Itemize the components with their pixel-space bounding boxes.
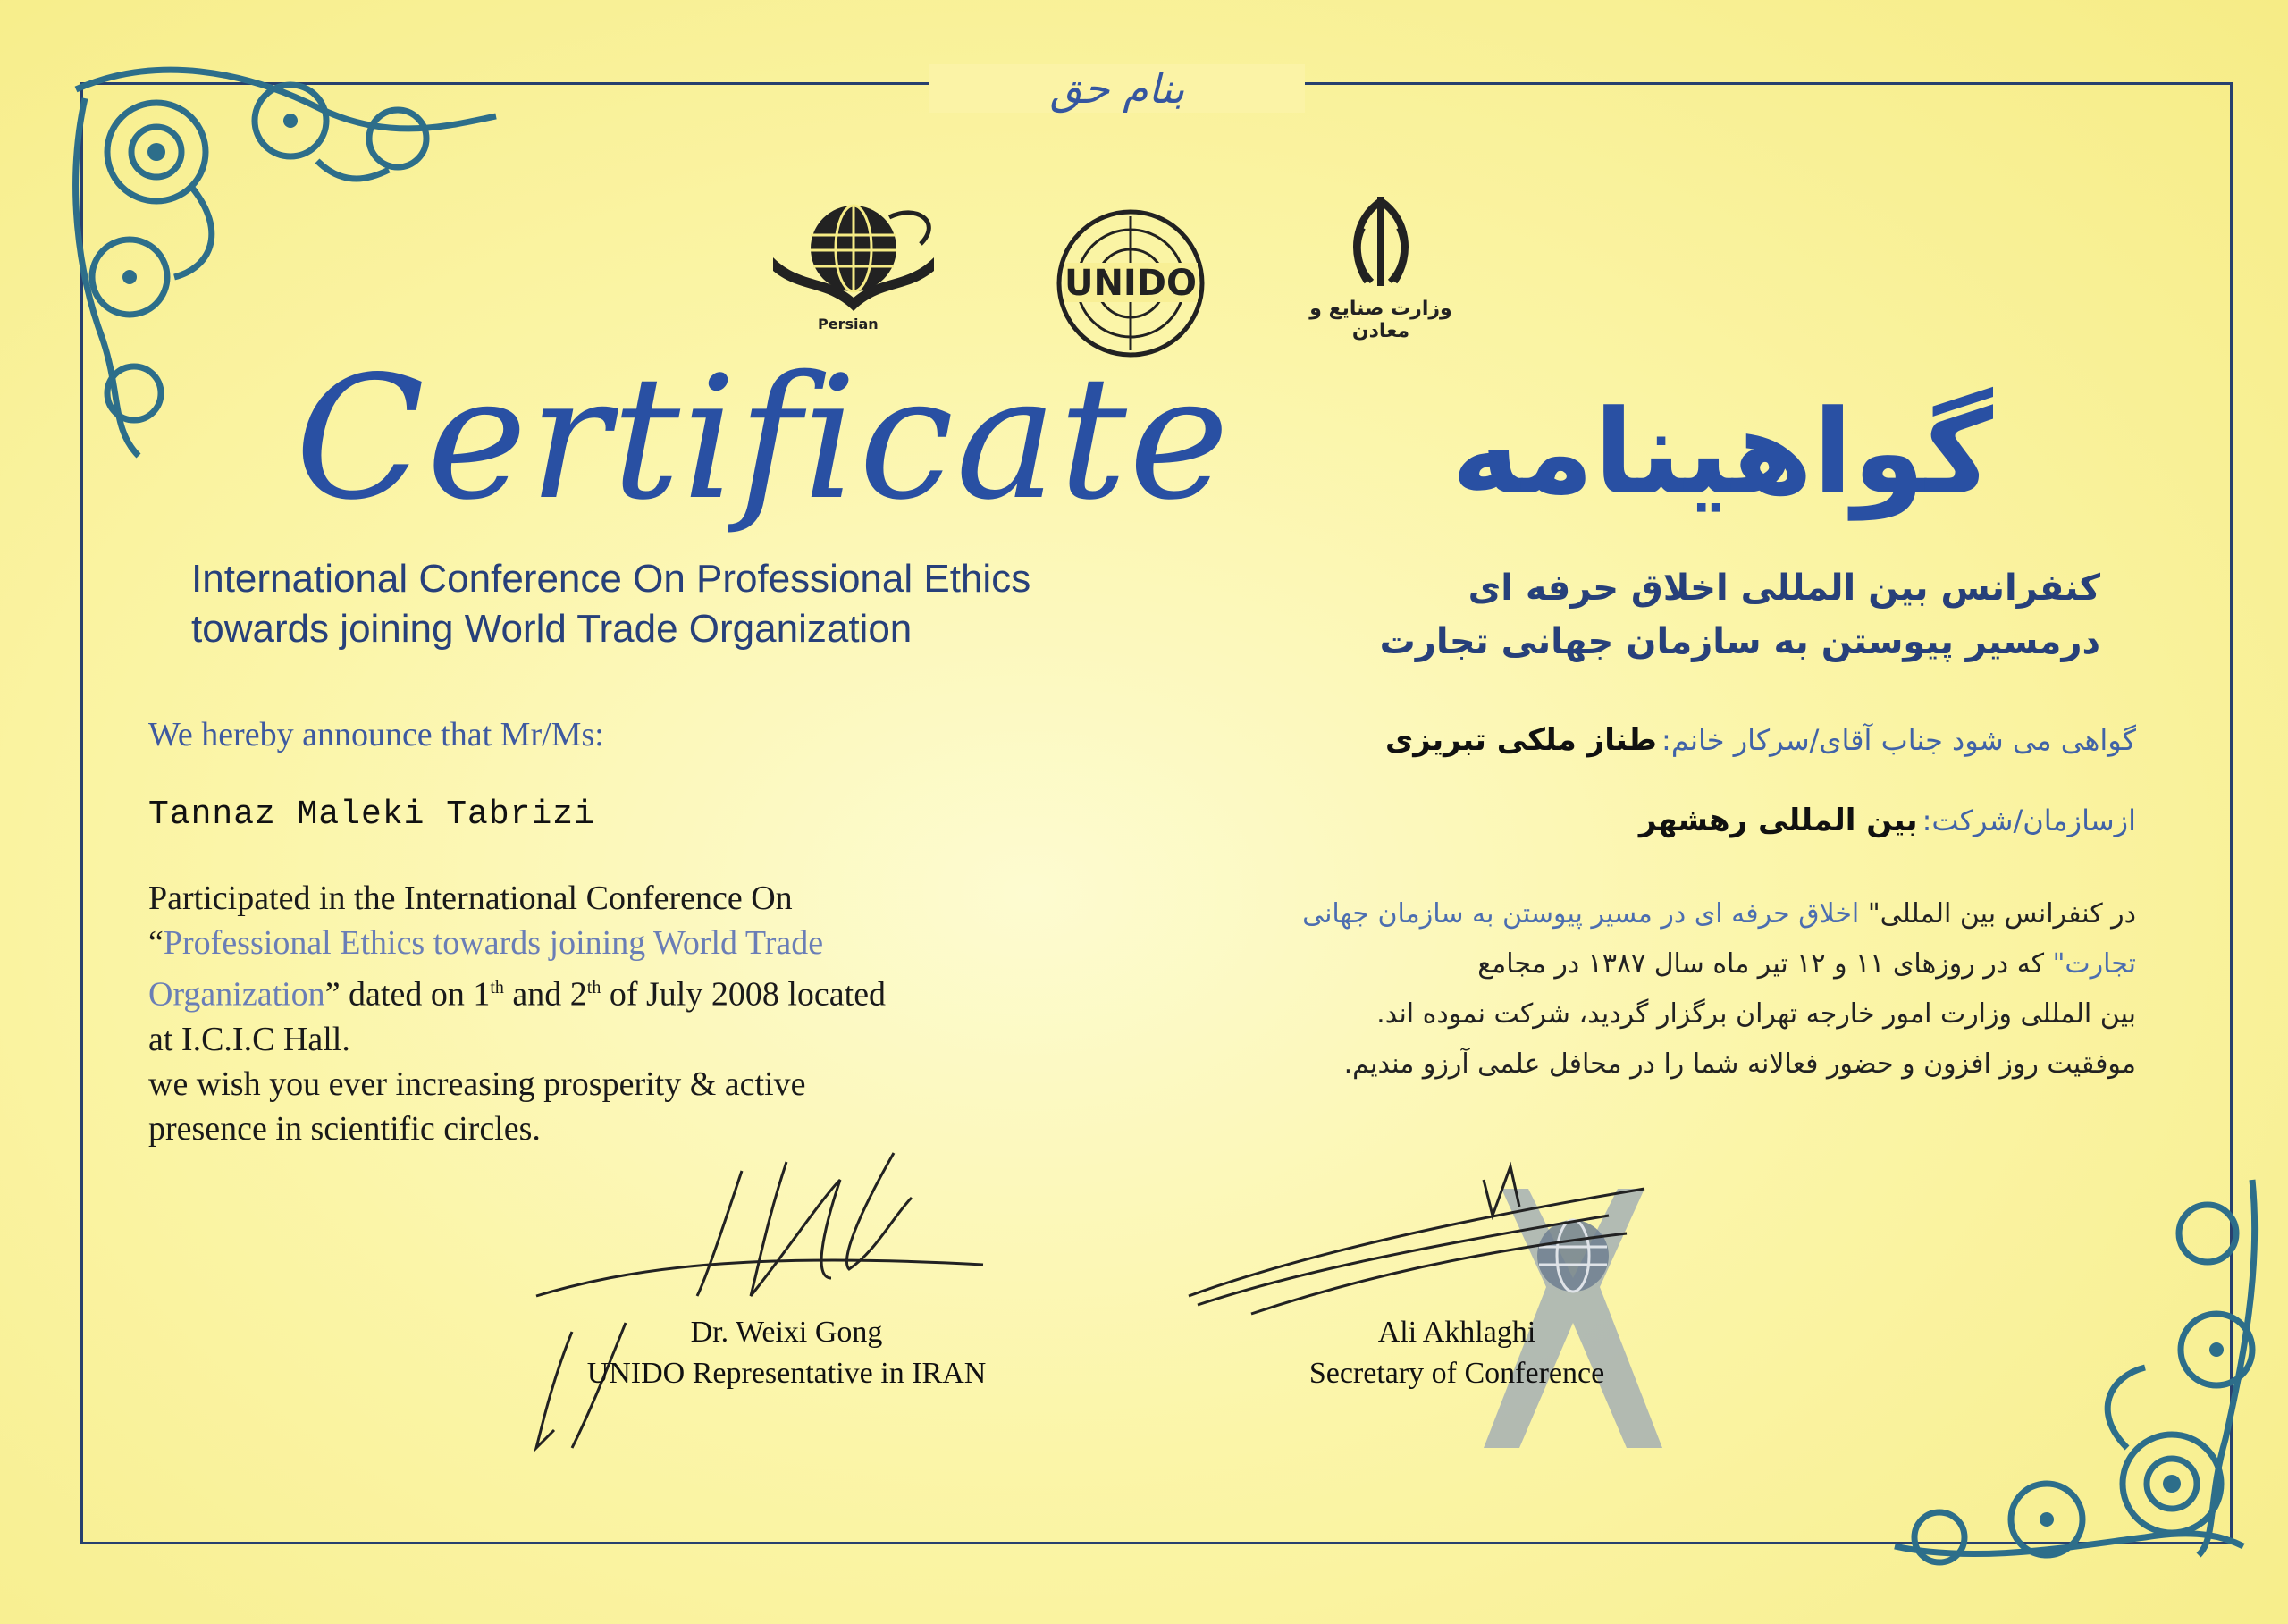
topic-part-1: Professional Ethics towards joining World Trade bbox=[163, 924, 824, 962]
persian-logo bbox=[764, 195, 943, 338]
iran-emblem-icon bbox=[1336, 192, 1426, 290]
sup-first: th bbox=[490, 978, 504, 997]
para-l2-b: که در روزهای ۱۱ و ۱۲ تیر ماه سال ۱۳۸۷ در مجامع bbox=[1477, 948, 2045, 980]
announcement-text: We hereby announce that Mr/Ms: bbox=[148, 716, 604, 753]
persian-org-label: ازسازمان/شرکت: bbox=[1922, 804, 2136, 837]
left-signatory-title: UNIDO Representative in IRAN bbox=[586, 1357, 987, 1390]
para-l2-a: تجارت" bbox=[2052, 948, 2136, 980]
persian-body-paragraph bbox=[1242, 889, 2136, 1090]
body-line-5: we wish you ever increasing prosperity & active bbox=[148, 1064, 806, 1103]
dated-prefix: ” dated on 1 bbox=[324, 975, 491, 1014]
body-line-4: at I.C.I.C Hall. bbox=[148, 1020, 350, 1058]
persian-para-line-3: بین المللی وزارت امور خارجه تهران برگزار گردید، شرکت نموده اند. bbox=[1376, 998, 2136, 1030]
conference-title-fa-line2: درمسیر پیوستن به سازمان جهانی تجارت bbox=[1379, 621, 2100, 662]
para-l1-b: اخلاق حرفه ای در مسیر پیوستن به سازمان جهانی bbox=[1302, 898, 1860, 930]
certificate-title-english: Certificate bbox=[295, 340, 1232, 537]
persian-para-line-4: موفقیت روز افزون و حضور فعالانه شما را در محافل علمی آرزو مندیم. bbox=[1343, 1048, 2136, 1080]
para-l1-a: در کنفرانس بین المللی" bbox=[1867, 898, 2136, 930]
persian-para-line-2 bbox=[1242, 939, 2136, 989]
unido-logo bbox=[1055, 207, 1207, 359]
invocation-text: بنام حق bbox=[930, 64, 1305, 113]
corner-ornament-bottom-right bbox=[1841, 1153, 2270, 1573]
dated-mid: and 2 bbox=[503, 975, 587, 1014]
persian-para-line-1 bbox=[1242, 889, 2136, 939]
open-quote: “ bbox=[148, 924, 164, 962]
right-signatory-name: Ali Akhlaghi bbox=[1377, 1316, 1536, 1349]
certificate-title-persian: گواهینامه bbox=[1451, 384, 1993, 520]
body-line-2 bbox=[148, 921, 953, 965]
dated-suffix: of July 2008 located bbox=[601, 975, 887, 1014]
english-body-text bbox=[148, 876, 953, 1151]
persian-recipient-line bbox=[1385, 722, 2136, 758]
right-signatory bbox=[1251, 1312, 1662, 1394]
conference-title-line2: towards joining World Trade Organization bbox=[191, 607, 913, 651]
body-line-3 bbox=[148, 965, 953, 1017]
conference-title-fa-line1: کنفرانس بین المللی اخلاق حرفه ای bbox=[1468, 568, 2100, 609]
persian-certify-label: گواهی می شود جناب آقای/سرکار خانم: bbox=[1661, 723, 2136, 757]
globe-book-icon bbox=[764, 195, 943, 320]
right-signatory-title: Secretary of Conference bbox=[1308, 1357, 1605, 1390]
body-line-6: presence in scientific circles. bbox=[148, 1109, 541, 1148]
persian-organization-line bbox=[1639, 803, 2136, 838]
ministry-caption: وزارت صنایع و معادن bbox=[1309, 298, 1452, 342]
topic-part-2: Organization bbox=[148, 975, 325, 1014]
ministry-logo bbox=[1287, 192, 1475, 342]
left-signature bbox=[518, 1144, 1019, 1466]
sup-second: th bbox=[586, 978, 601, 997]
conference-title-persian bbox=[1296, 561, 2100, 669]
persian-logo-caption: Persian bbox=[818, 316, 879, 332]
body-line-1: Participated in the International Conference On bbox=[148, 879, 793, 917]
conference-title-line1: International Conference On Professional Ethics bbox=[191, 557, 1031, 601]
recipient-name-persian: طناز ملکی تبریزی bbox=[1385, 722, 1657, 758]
organization-name-persian: بین المللی رهشهر bbox=[1638, 803, 1918, 838]
recipient-name-english: Tannaz Maleki Tabrizi bbox=[148, 795, 595, 834]
conference-title-english bbox=[191, 554, 1030, 654]
left-signatory-name: Dr. Weixi Gong bbox=[690, 1316, 883, 1349]
unido-text: UNIDO bbox=[1064, 263, 1198, 304]
left-signatory bbox=[554, 1312, 1019, 1394]
